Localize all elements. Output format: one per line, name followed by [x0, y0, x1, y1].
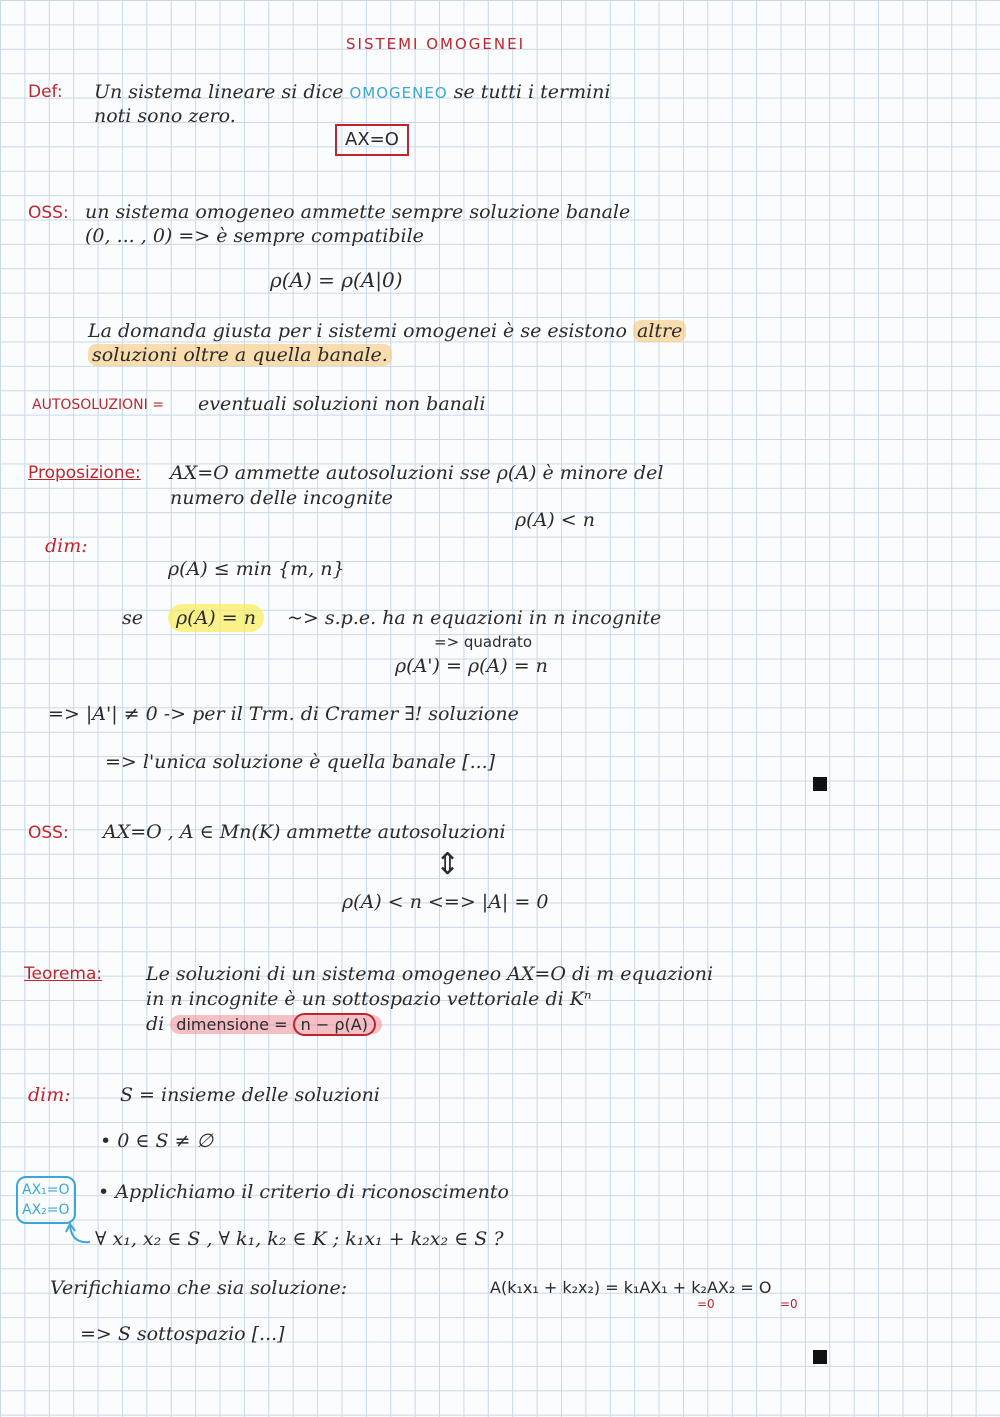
def-line1-b: se tutti i termini — [453, 81, 611, 103]
oss2-label: OSS: — [28, 823, 69, 843]
dim2-line3: • Applichiamo il criterio di riconoscimento — [98, 1181, 509, 1203]
oss1-highlight-altre: altre — [633, 320, 686, 342]
proposizione-formula: ρ(A) < n — [515, 509, 595, 531]
oss1-question-line1 — [88, 319, 686, 343]
dim2-side-note-2: AX₂=O — [22, 1202, 70, 1218]
teorema-dimension-formula: n − ρ(A) — [293, 1013, 376, 1036]
dim2-line1: S = insieme delle soluzioni — [120, 1084, 380, 1106]
teorema-line3 — [146, 1012, 382, 1037]
teorema-line2: in n incognite è un sottospazio vettoriale di Kⁿ — [146, 988, 592, 1010]
dim1-cramer: => |A'| ≠ 0 -> per il Trm. di Cramer ∃! soluzione — [48, 703, 519, 725]
dim2-side-note-1: AX₁=O — [22, 1182, 70, 1198]
oss1-formula: ρ(A) = ρ(A|0) — [270, 268, 403, 292]
dim1-rank: ρ(A') = ρ(A) = n — [395, 655, 548, 677]
oss2-line1: AX=O , A ∈ Mn(K) ammette autosoluzioni — [103, 821, 506, 843]
autosoluzioni-label: AUTOSOLUZIONI = — [32, 397, 164, 413]
dim1-conclusion: => l'unica soluzione è quella banale [...] — [105, 751, 496, 773]
oss1-question-line2 — [88, 343, 392, 367]
proposizione-line1: AX=O ammette autosoluzioni sse ρ(A) è minore del — [170, 462, 664, 484]
proposizione-line2: numero delle incognite — [170, 487, 393, 509]
qed-mark-2 — [813, 1350, 827, 1364]
iff-arrow-icon: ⇕ — [435, 847, 461, 882]
proposizione-label: Proposizione: — [28, 463, 141, 483]
def-line1-a: Un sistema lineare si dice — [94, 81, 344, 103]
curved-arrow-icon — [60, 1220, 100, 1250]
page-title: SISTEMI OMOGENEI — [346, 35, 526, 53]
oss1-highlight-oltre: soluzioni oltre a quella banale. — [88, 344, 392, 366]
oss1-line2: (0, ... , 0) => è sempre compatibile — [85, 225, 424, 247]
dim2-side-note — [16, 1176, 76, 1224]
dim1-arrow-text: ~> s.p.e. ha n equazioni in n incognite — [287, 607, 662, 629]
teorema-di: di — [146, 1013, 165, 1035]
dim2-line4: ∀ x₁, x₂ ∈ S , ∀ k₁, k₂ ∈ K ; k₁x₁ + k₂x₂ ∈ S ? — [95, 1228, 504, 1250]
teorema-line1: Le soluzioni di un sistema omogeneo AX=O di m equazioni — [146, 963, 714, 985]
dim2-zero-2: =0 — [780, 1297, 798, 1311]
dim2-line5-a: Verifichiamo che sia soluzione: — [50, 1277, 348, 1299]
oss1-label: OSS: — [28, 203, 69, 223]
def-label: Def: — [28, 82, 63, 102]
dim1-label: dim: — [45, 535, 88, 557]
dim2-line2: • 0 ∈ S ≠ ∅ — [100, 1130, 214, 1152]
dim2-zero-1: =0 — [697, 1297, 715, 1311]
def-formula-box: AX=O — [335, 124, 409, 156]
teorema-dimensione-label: dimensione = — [176, 1015, 288, 1034]
def-keyword: OMOGENEO — [349, 84, 448, 102]
oss2-line2: ρ(A) < n <=> |A| = 0 — [342, 891, 549, 913]
oss1-line1: un sistema omogeneo ammette sempre soluzione banale — [85, 201, 631, 223]
dim2-conclusion: => S sottospazio [...] — [80, 1323, 285, 1345]
def-line2: noti sono zero. — [94, 105, 236, 127]
teorema-highlight-dimensione — [170, 1015, 382, 1034]
dim1-se: se — [122, 607, 143, 629]
autosoluzioni-text: eventuali soluzioni non banali — [198, 393, 486, 415]
dim2-line5-b: A(k₁x₁ + k₂x₂) = k₁AX₁ + k₂AX₂ = O — [490, 1278, 772, 1297]
qed-mark-1 — [813, 777, 827, 791]
def-line1 — [94, 80, 611, 105]
dim1-highlight-rank: ρ(A) = n — [168, 604, 264, 632]
dim1-line1: ρ(A) ≤ min {m, n} — [168, 558, 345, 580]
teorema-label: Teorema: — [24, 964, 103, 984]
oss1-question-a: La domanda giusta per i sistemi omogenei è se esistono — [88, 320, 627, 342]
dim2-label: dim: — [28, 1084, 71, 1106]
dim1-quadrato: => quadrato — [434, 633, 533, 651]
